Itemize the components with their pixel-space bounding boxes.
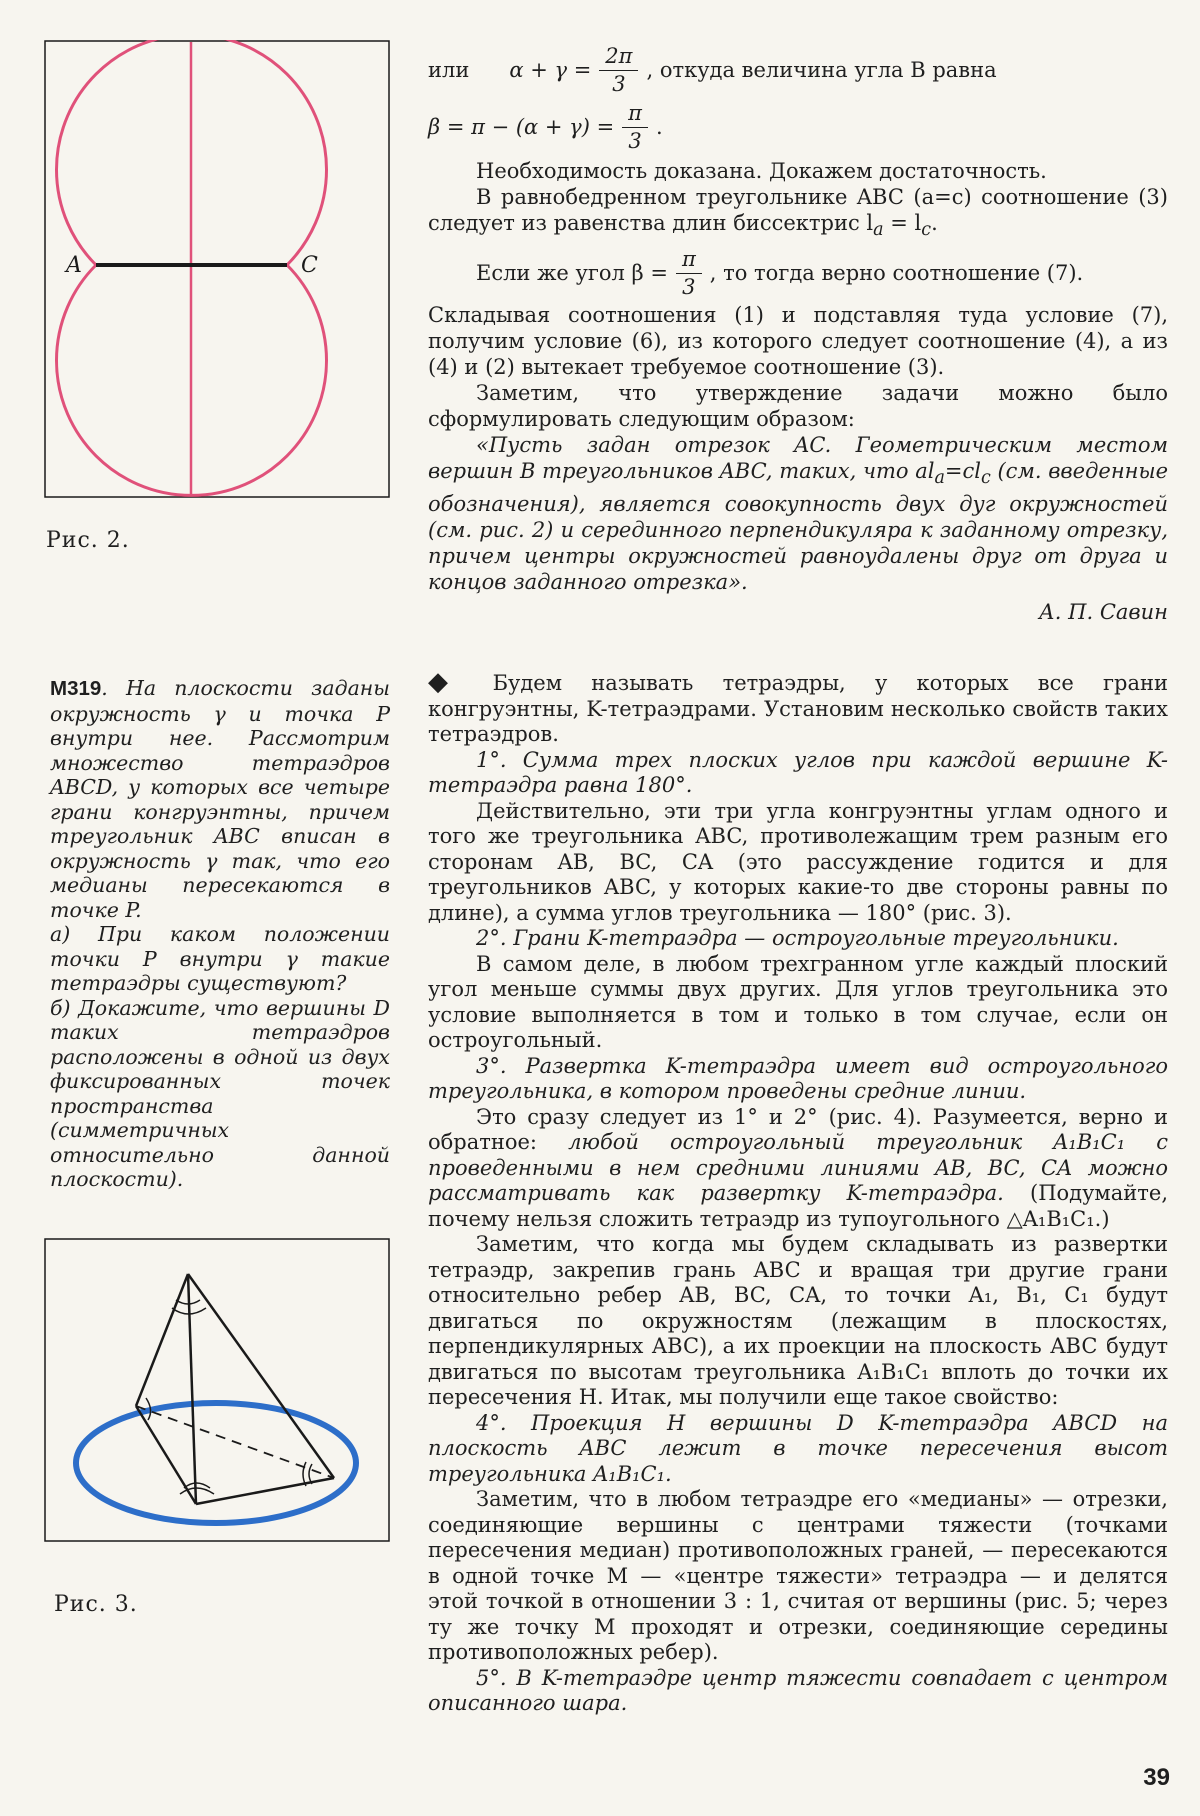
formula-line-1 <box>428 42 1168 97</box>
fraction-pi-3-b: $\frac{\pi}{3}$ <box>676 245 702 300</box>
property-3: 3°. Развертка K-тетраэдра имеет вид остроугольного треугольника, в котором проведены средние линии. <box>428 1053 1168 1103</box>
paragraph-locus: «Пусть задан отрезок AC. Геометрическим местом вершин B треугольников ABC, таких, что $al_a=cl_c$ (см. введенные обозначения), является совокупность двух дуг окружностей (см. рис. 2) и серединного перпендикуляра к заданному отрезку, причем центры окружностей равноудалены друг от друга и концов заданного отрезка». <box>428 433 1169 595</box>
fraction-pi-3: $\frac{\pi}{3}$ <box>622 99 648 154</box>
problem-text: . На плоскости заданы окружность γ и точка P внутри нее. Рассмотрим множество тетраэдров ABCD, у которых все четыре грани конгруэнтны, причем треугольник ABC вписан в окружность γ так, что его медианы пересекаются в точке P. <box>50 676 390 922</box>
edge-da <box>136 1274 188 1406</box>
solution-text-column <box>428 667 1169 1717</box>
author-signature: А. П. Савин <box>1038 600 1168 625</box>
formula-line-3: Если же угол β = $\frac{\pi}{3}$ , то тогда верно соотношение (7). <box>476 247 1084 300</box>
property-1-proof: Действительно, эти три угла конгруэнтны углам одного и того же треугольника ABC, противолежащим трем разным его сторонам AB, BC, CA (это рассуждение годится и для треугольников ABC, у которых какие-то две стороны равны по длине), а сумма углов треугольника — 180° (рис. 3). <box>428 798 1168 925</box>
problem-code: М319 <box>50 677 102 700</box>
figure-3-drawing <box>44 1238 390 1542</box>
paragraph-adding: Складывая соотношения (1) и подставляя туда условие (7), получим условие (6), из которого следует соотношение (4), а из (4) и (2) вытекает требуемое соотношение (3). <box>428 303 1168 380</box>
label-a: A <box>66 253 82 278</box>
circle-gamma <box>76 1403 356 1523</box>
property-4: 4°. Проекция H вершины D K-тетраэдра ABCD на плоскость ABC лежит в точке пересечения высот треугольника A₁B₁C₁. <box>428 1410 1168 1486</box>
problem-part-b: б) Докажите, что вершины D таких тетраэдров расположены в одной из двух фиксированных точек пространства (симметричных относительно данной плоскости). <box>50 995 390 1191</box>
paragraph-folding: Заметим, что когда мы будем складывать из развертки тетраэдр, закрепив грань ABC и вращая три другие грани относительно ребер AB, BC, CA, то точки A₁, B₁, C₁ будут двигаться по окружностям (лежащим в плоскостях, перпендикулярных ABC), а их проекции на плоскость ABC будут двигаться по высотам треугольника A₁B₁C₁ вплоть до точки их пересечения H. Итак, мы получили еще такое свойство: <box>428 1232 1168 1409</box>
edge-bc <box>196 1478 334 1504</box>
property-5: 5°. В K-тетраэдре центр тяжести совпадает с центром описанного шара. <box>428 1665 1168 1715</box>
figure-2 <box>44 40 390 498</box>
problem-m319 <box>50 676 390 1192</box>
figure-3 <box>44 1238 390 1542</box>
property-2-proof: В самом деле, в любом трехгранном угле каждый плоский угол меньше суммы двух других. Для углов треугольника это условие выполняется в том и только в том случае, если он остроугольный. <box>428 951 1168 1052</box>
paragraph-isosceles: В равнобедренном треугольнике ABC (a=c) соотношение (3) следует из равенства длин биссектрис $l_a = l_c$. <box>428 185 1168 241</box>
property-3-proof: Это сразу следует из 1° и 2° (рис. 4). Разумеется, верно и обратное: любой остроугольный треугольник A₁B₁C₁ с проведенными в нем средними линиями AB, BC, CA можно рассматривать как развертку K-тетраэдра. (Подумайте, почему нельзя сложить тетраэдр из тупоугольного △A₁B₁C₁.) <box>428 1104 1169 1231</box>
fraction-2pi-3: $\frac{2\pi}{3}$ <box>599 42 638 97</box>
figure-2-drawing <box>44 40 390 498</box>
edge-db <box>188 1274 196 1504</box>
formula-line-2: β = π − (α + γ) = $\frac{\pi}{3}$ . <box>428 101 663 153</box>
figure-2-frame <box>45 41 389 497</box>
angle-mark-bottom-2 <box>180 1488 214 1494</box>
formula-expr: α + γ = <box>509 57 592 82</box>
problem-part-a: а) При каком положении точки P внутри γ такие тетраэдры существуют? <box>50 922 390 995</box>
property-2: 2°. Грани K-тетраэдра — остроугольные треугольники. <box>476 926 1119 950</box>
page-number: 39 <box>1143 1764 1170 1791</box>
figure-3-caption: Рис. 3. <box>54 1592 138 1617</box>
diamond-icon: ◆ <box>428 667 471 697</box>
paragraph-reformulate: Заметим, что утверждение задачи можно было сформулировать следующим образом: <box>428 381 1168 432</box>
paragraph-necessity: Необходимость доказана. Докажем достаточность. <box>476 159 1047 183</box>
paragraph-medians: Заметим, что в любом тетраэдре его «медианы» — отрезки, соединяющие вершины с центрами тяжести (точками пересечения медиан) противоположных граней, — пересекаются в одной точке M — «центре тяжести» тетраэдра — и делятся этой точкой в отношении 3 : 1, считая от вершины (рис. 5; через ту же точку M проходят и отрезки, соединяющие середины противоположных ребер). <box>428 1487 1168 1664</box>
property-1: 1°. Сумма трех плоских углов при каждой вершине K-тетраэдра равна 180°. <box>428 747 1168 797</box>
label-c: C <box>301 253 318 278</box>
top-text-column <box>428 40 1168 625</box>
formula-expr-2: β = π − (α + γ) = <box>428 114 615 139</box>
figure-2-caption: Рис. 2. <box>46 528 130 553</box>
paragraph-k-tetrahedra: ◆ Будем называть тетраэдры, у которых все грани конгруэнтны, K-тетраэдрами. Установим несколько свойств таких тетраэдров. <box>428 667 1168 746</box>
formula-prefix: или <box>428 57 470 82</box>
edge-dc <box>188 1274 334 1478</box>
formula-suffix: , откуда величина угла B равна <box>646 57 997 82</box>
